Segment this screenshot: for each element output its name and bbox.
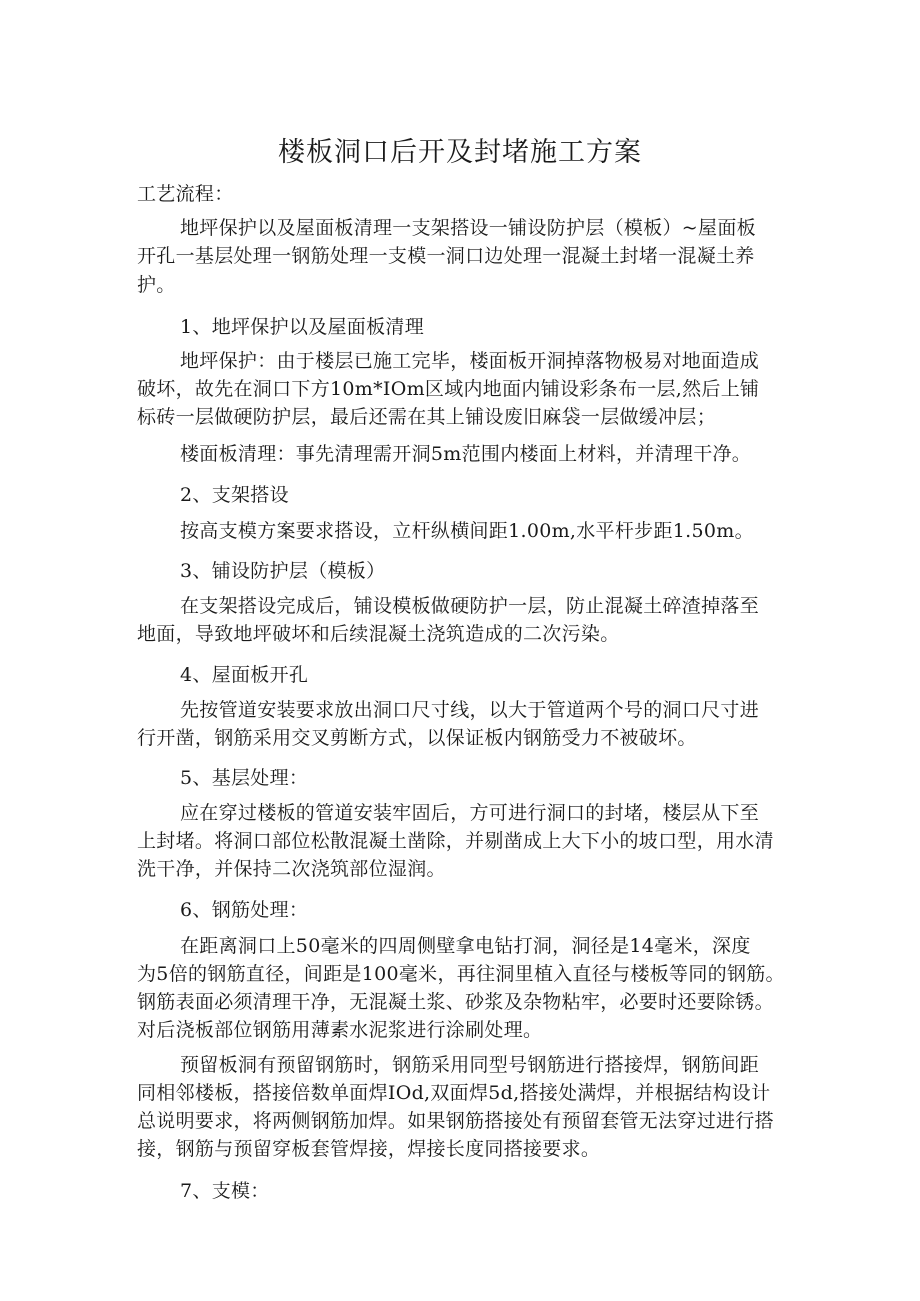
section-heading: 6、钢筋处理： (180, 899, 309, 921)
paragraph-line: 应在穿过楼板的管道安装牢固后，方可进行洞口的封堵，楼层从下至 (180, 802, 760, 824)
paragraph-line: 对后浇板部位钢筋用薄素水泥浆进行涂刷处理。 (137, 1019, 543, 1041)
paragraph-line: 同相邻楼板，搭接倍数单面焊IOd,双面焊5d,搭接处满焊，并根据结构设计 (137, 1082, 771, 1104)
section-heading: 1、地坪保护以及屋面板清理 (180, 316, 424, 338)
section-heading: 5、基层处理： (180, 767, 309, 789)
paragraph-line: 按高支模方案要求搭设，立杆纵横间距1.00m,水平杆步距1.50m。 (180, 520, 754, 542)
paragraph-line: 破坏，故先在洞口下方10m*IOm区域内地面内铺设彩条布一层,然后上铺 (137, 378, 760, 400)
paragraph-line: 接，钢筋与预留穿板套管焊接，焊接长度同搭接要求。 (137, 1138, 601, 1160)
section-heading: 3、铺设防护层（模板） (180, 560, 386, 582)
paragraph-line: 楼面板清理：事先清理需开洞5m范围内楼面上材料，并清理干净。 (180, 443, 752, 465)
paragraph-line: 行开凿，钢筋采用交叉剪断方式，以保证板内钢筋受力不被破坏。 (137, 727, 697, 749)
paragraph-line: 总说明要求，将两侧钢筋加焊。如果钢筋搭接处有预留套管无法穿过进行搭 (137, 1110, 774, 1132)
paragraph-line: 在距离洞口上50毫米的四周侧壁拿电钻打洞，洞径是14毫米，深度 (180, 935, 751, 957)
paragraph-line: 洗干净，并保持二次浇筑部位湿润。 (137, 858, 446, 880)
paragraph-line: 开孔一基层处理一钢筋处理一支模一洞口边处理一混凝土封堵一混凝土养 (137, 245, 755, 267)
section-heading: 7、支模： (180, 1180, 270, 1202)
paragraph-line: 护。 (137, 274, 176, 296)
paragraph-line: 标砖一层做硬防护层，最后还需在其上铺设废旧麻袋一层做缓冲层； (137, 406, 717, 428)
section-heading: 4、屋面板开孔 (180, 664, 309, 686)
paragraph-line: 在支架搭设完成后，铺设模板做硬防护一层，防止混凝土碎渣掉落至 (180, 595, 760, 617)
paragraph-line: 工艺流程： (137, 183, 234, 205)
paragraph-line: 地坪保护以及屋面板清理一支架搭设一铺设防护层（模板）~屋面板 (180, 217, 756, 239)
paragraph-line: 为5倍的钢筋直径，间距是100毫米，再往洞里植入直径与楼板等同的钢筋。 (137, 963, 785, 985)
section-heading: 2、支架搭设 (180, 484, 289, 506)
paragraph-line: 地面，导致地坪破坏和后续混凝土浇筑造成的二次污染。 (137, 623, 620, 645)
paragraph-line: 预留板洞有预留钢筋时，钢筋采用同型号钢筋进行搭接焊，钢筋间距 (180, 1054, 760, 1076)
paragraph-line: 先按管道安装要求放出洞口尺寸线，以大于管道两个号的洞口尺寸进 (180, 699, 760, 721)
document-title: 楼板洞口后开及封堵施工方案 (278, 137, 642, 168)
paragraph-line: 上封堵。将洞口部位松散混凝土凿除，并剔凿成上大下小的坡口型，用水清 (137, 830, 774, 852)
paragraph-line: 地坪保护：由于楼层已施工完毕，楼面板开洞掉落物极易对地面造成 (180, 350, 760, 372)
paragraph-line: 钢筋表面必须清理干净，无混凝土浆、砂浆及杂物粘牢，必要时还要除锈。 (137, 991, 774, 1013)
